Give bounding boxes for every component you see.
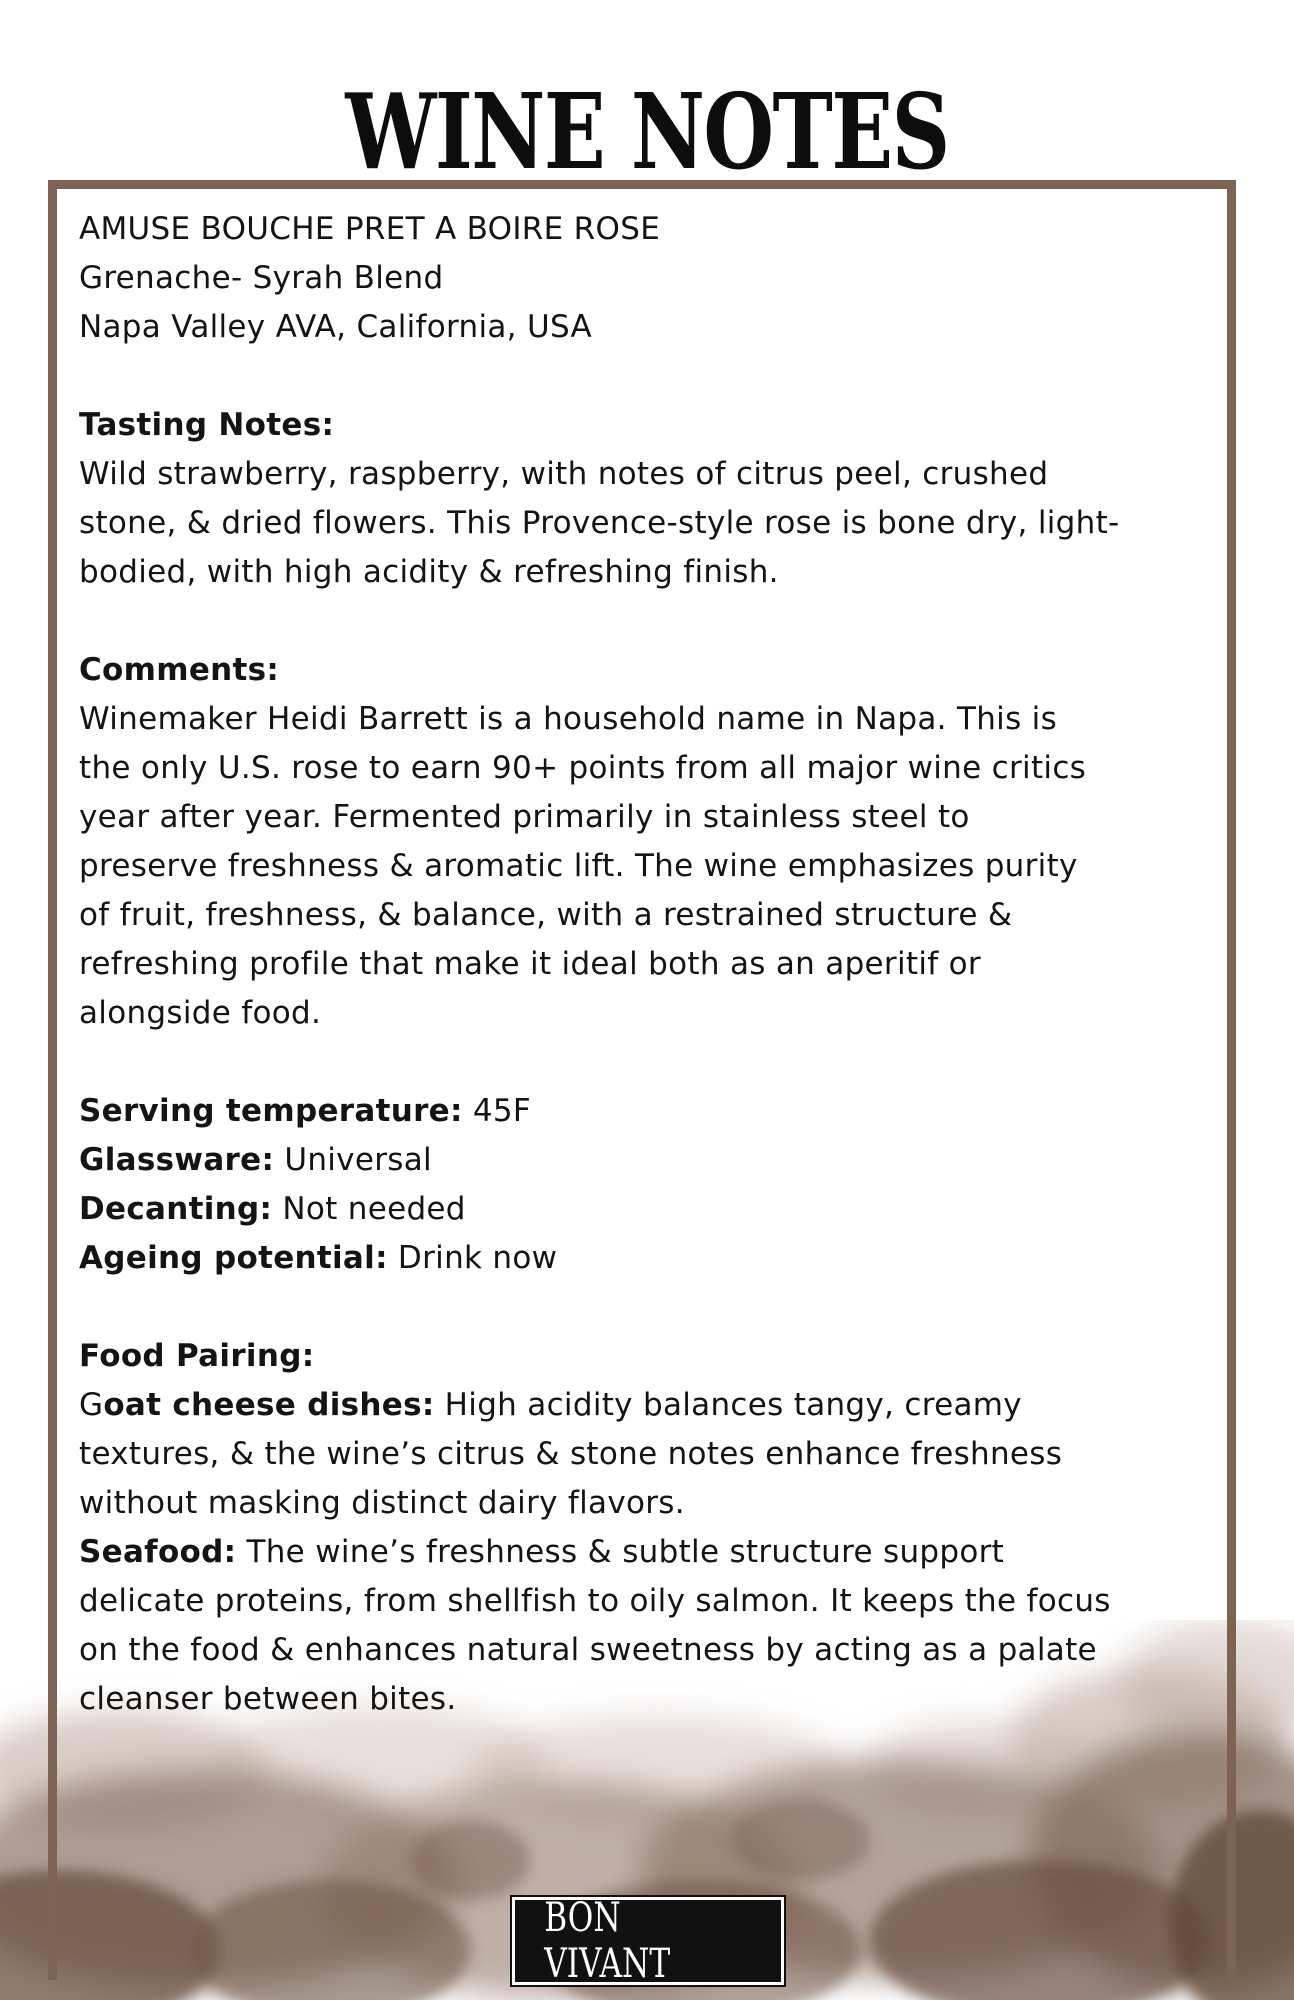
- seafood-line: The wine’s freshness & subtle structure support: [236, 1534, 1005, 1570]
- decanting-label: Decanting:: [79, 1191, 273, 1227]
- glassware-value: Universal: [274, 1142, 432, 1178]
- comments-heading: Comments:: [79, 652, 280, 688]
- seafood-pairing: [79, 1528, 1209, 1577]
- ageing-potential-label: Ageing potential:: [79, 1240, 388, 1276]
- glassware: [79, 1136, 1209, 1185]
- goat-cheese-line: without masking distinct dairy flavors.: [79, 1485, 685, 1521]
- decanting-value: Not needed: [272, 1191, 466, 1227]
- tasting-notes-line: Wild strawberry, raspberry, with notes of citrus peel, crushed: [79, 456, 1049, 492]
- comments-line: Winemaker Heidi Barrett is a household name in Napa. This is: [79, 701, 1058, 737]
- goat-cheese-line: textures, & the wine’s citrus & stone notes enhance freshness: [79, 1436, 1063, 1472]
- logo-text: BON VIVANT: [544, 1895, 671, 1987]
- comments-line: year after year. Fermented primarily in stainless steel to: [79, 799, 970, 835]
- page-title: WINE NOTES: [345, 70, 949, 193]
- wine-notes-content: [79, 205, 1209, 1724]
- bon-vivant-logo: [512, 1897, 784, 1985]
- ageing-potential: [79, 1234, 1209, 1283]
- goat-cheese-line: High acidity balances tangy, creamy: [434, 1387, 1022, 1423]
- tasting-notes-line: bodied, with high acidity & refreshing finish.: [79, 554, 779, 590]
- serving-temperature-value: 45F: [462, 1093, 532, 1129]
- seafood-line: on the food & enhances natural sweetness by acting as a palate: [79, 1632, 1097, 1668]
- goat-cheese-initial: G: [79, 1387, 104, 1423]
- comments-line: refreshing profile that make it ideal both as an aperitif or: [79, 946, 981, 982]
- comments-line: alongside food.: [79, 995, 322, 1031]
- seafood-line: cleanser between bites.: [79, 1681, 457, 1717]
- seafood-line: delicate proteins, from shellfish to oily salmon. It keeps the focus: [79, 1583, 1111, 1619]
- wine-region: Napa Valley AVA, California, USA: [79, 309, 593, 345]
- comments-line: the only U.S. rose to earn 90+ points from all major wine critics: [79, 750, 1087, 786]
- glassware-label: Glassware:: [79, 1142, 275, 1178]
- comments-line: of fruit, freshness, & balance, with a restrained structure &: [79, 897, 1013, 933]
- serving-temperature-label: Serving temperature:: [79, 1093, 463, 1129]
- seafood-label: Seafood:: [79, 1534, 237, 1570]
- decanting: [79, 1185, 1209, 1234]
- wine-varietal: Grenache- Syrah Blend: [79, 260, 444, 296]
- ageing-potential-value: Drink now: [387, 1240, 558, 1276]
- food-pairing-heading: Food Pairing:: [79, 1338, 315, 1374]
- goat-cheese-label: oat cheese dishes:: [103, 1387, 435, 1423]
- wine-name: AMUSE BOUCHE PRET A BOIRE ROSE: [79, 211, 661, 247]
- tasting-notes-heading: Tasting Notes:: [79, 407, 335, 443]
- goat-cheese-pairing: [79, 1381, 1209, 1430]
- serving-temperature: [79, 1087, 1209, 1136]
- comments-line: preserve freshness & aromatic lift. The wine emphasizes purity: [79, 848, 1078, 884]
- tasting-notes-line: stone, & dried flowers. This Provence-style rose is bone dry, light-: [79, 505, 1120, 541]
